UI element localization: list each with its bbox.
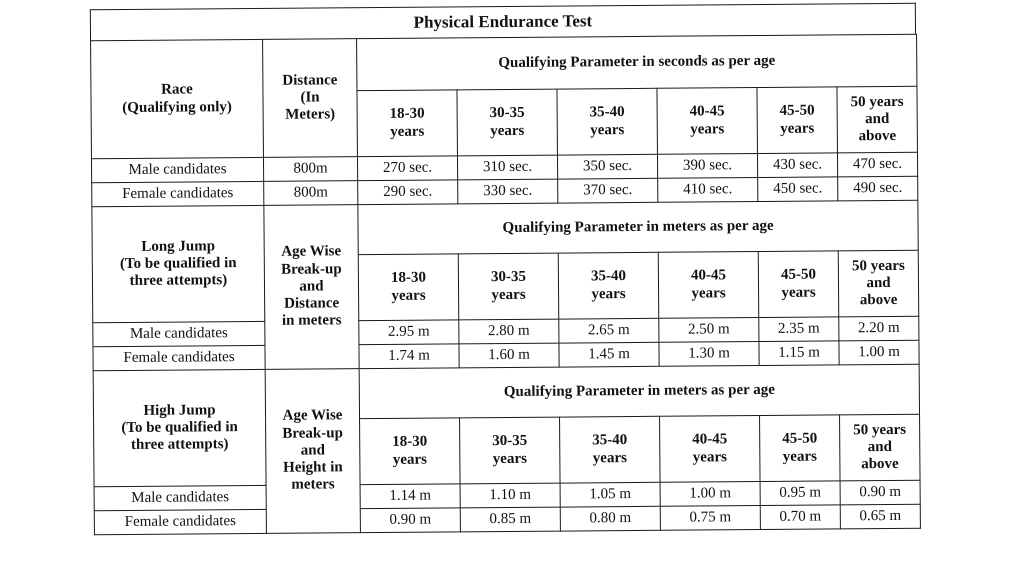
age-header: 35-40 years: [558, 252, 659, 319]
value-cell: 1.60 m: [459, 343, 559, 368]
age-header: 18-30 years: [358, 254, 459, 321]
value-cell: 1.00 m: [660, 482, 760, 507]
breakup-line: Height in: [283, 459, 343, 476]
high-jump-label: High Jump: [143, 401, 216, 419]
high-jump-sublabel: (To be qualified in: [121, 418, 238, 436]
long-jump-qualifying-header: Qualifying Parameter in meters as per age: [358, 200, 918, 254]
breakup-line: meters: [291, 476, 335, 494]
value-cell: 0.70 m: [760, 505, 840, 530]
row-label: Female candidates: [94, 509, 266, 534]
value-cell: 310 sec.: [457, 155, 557, 180]
high-jump-label-cell: [93, 369, 266, 486]
high-jump-sublabel: three attempts): [130, 436, 229, 454]
race-label-cell: [91, 39, 264, 158]
age-header: 30-35 years: [460, 417, 561, 484]
age-header: 50 years and above: [837, 86, 918, 153]
age-header: 35-40 years: [560, 416, 661, 483]
row-label: Female candidates: [93, 345, 265, 370]
distance-header-line: Distance: [282, 71, 338, 89]
age-header: 35-40 years: [557, 88, 658, 155]
value-cell: 490 sec.: [838, 176, 918, 201]
value-cell: 2.50 m: [659, 318, 759, 343]
distance-header-line: (In: [300, 89, 320, 106]
value-cell: 350 sec.: [557, 154, 657, 179]
table-title: Physical Endurance Test: [90, 3, 916, 40]
race-label: Race: [161, 81, 193, 98]
value-cell: 410 sec.: [658, 178, 758, 203]
high-jump-qualifying-header: Qualifying Parameter in meters as per age: [359, 364, 919, 418]
age-header: 40-45 years: [658, 252, 759, 319]
value-cell: 0.90 m: [840, 480, 920, 505]
value-cell: 2.65 m: [559, 318, 659, 343]
distance-cell: 800m: [264, 181, 358, 206]
age-header: 50 years and above: [838, 250, 919, 317]
value-cell: 1.14 m: [360, 484, 460, 509]
breakup-line: Break-up: [282, 424, 343, 442]
long-jump-label-cell: [92, 205, 265, 322]
value-cell: 2.20 m: [839, 316, 919, 341]
breakup-line: and: [299, 278, 324, 295]
age-header: 30-35 years: [458, 253, 559, 320]
age-header: 45-50 years: [760, 415, 841, 482]
breakup-line: Distance: [284, 295, 340, 312]
value-cell: 0.85 m: [460, 507, 560, 532]
age-header: 40-45 years: [660, 416, 761, 483]
age-header: 45-50 years: [758, 251, 839, 318]
race-sublabel: (Qualifying only): [122, 98, 232, 116]
value-cell: 1.00 m: [839, 340, 919, 365]
value-cell: 370 sec.: [558, 178, 658, 203]
value-cell: 270 sec.: [357, 156, 457, 181]
value-cell: 390 sec.: [657, 154, 757, 179]
distance-cell: 800m: [263, 157, 357, 182]
row-label: Female candidates: [92, 181, 264, 206]
breakup-line: in meters: [281, 312, 342, 330]
value-cell: 0.75 m: [660, 506, 760, 531]
value-cell: 1.10 m: [460, 483, 560, 508]
value-cell: 330 sec.: [458, 179, 558, 204]
value-cell: 2.35 m: [759, 317, 839, 342]
value-cell: 450 sec.: [758, 177, 838, 202]
age-header: 30-35 years: [457, 89, 558, 156]
age-header: 18-30 years: [357, 90, 458, 157]
value-cell: 470 sec.: [837, 152, 917, 177]
value-cell: 1.05 m: [560, 482, 660, 507]
document-sheet: [90, 3, 920, 569]
long-jump-sublabel: three attempts): [129, 272, 228, 290]
value-cell: 0.65 m: [840, 504, 920, 529]
breakup-line: and: [300, 442, 325, 459]
value-cell: 0.90 m: [360, 508, 460, 533]
endurance-table: [90, 34, 921, 535]
distance-header-cell: [263, 39, 358, 158]
distance-header-line: Meters): [285, 106, 336, 123]
age-header: 18-30 years: [360, 418, 461, 485]
row-label: Male candidates: [94, 485, 266, 510]
value-cell: 1.30 m: [659, 342, 759, 367]
value-cell: 2.80 m: [459, 319, 559, 344]
long-jump-breakup-cell: [264, 205, 359, 370]
value-cell: 1.74 m: [359, 344, 459, 369]
value-cell: 430 sec.: [757, 153, 837, 178]
race-qualifying-header: Qualifying Parameter in seconds as per age: [357, 34, 917, 90]
breakup-line: Age Wise: [282, 407, 343, 425]
value-cell: 1.45 m: [559, 342, 659, 367]
long-jump-sublabel: (To be qualified in: [119, 254, 237, 272]
age-header: 40-45 years: [657, 88, 758, 155]
age-header: 50 years and above: [840, 414, 921, 481]
value-cell: 1.15 m: [759, 341, 839, 366]
row-label: Male candidates: [91, 157, 263, 182]
long-jump-label: Long Jump: [141, 237, 216, 255]
value-cell: 2.95 m: [359, 320, 459, 345]
value-cell: 0.95 m: [760, 481, 840, 506]
high-jump-breakup-cell: [265, 369, 360, 534]
value-cell: 0.80 m: [560, 506, 660, 531]
row-label: Male candidates: [93, 321, 265, 346]
breakup-line: Age Wise: [281, 243, 342, 261]
value-cell: 290 sec.: [358, 180, 458, 205]
breakup-line: Break-up: [281, 260, 342, 278]
age-header: 45-50 years: [757, 87, 838, 154]
